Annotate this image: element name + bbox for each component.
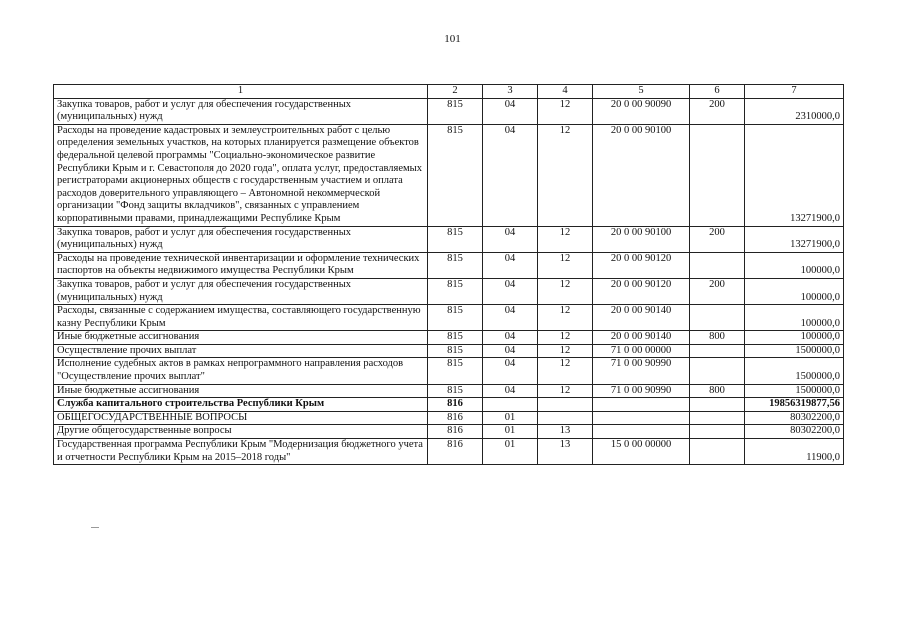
cell-subsection: 12 (538, 124, 593, 226)
column-header: 2 (428, 85, 483, 99)
cell-section: 04 (483, 344, 538, 358)
cell-amount: 1500000,0 (745, 358, 844, 384)
table-row (54, 439, 844, 465)
cell-ministry-code: 815 (428, 305, 483, 331)
cell-target-article: 20 0 00 90140 (593, 331, 690, 345)
cell-expense-type (690, 252, 745, 278)
cell-section: 04 (483, 331, 538, 345)
row-name: Исполнение судебных актов в рамках непрограммного направления расходов "Осуществление прочих выплат" (54, 358, 428, 384)
row-name: Иные бюджетные ассигнования (54, 331, 428, 345)
row-name: Расходы на проведение кадастровых и землеустроительных работ с целью определения земельных участков, на которых планируется размещение объектов федеральной целевой программы "Социально-экономическое развитие Республики Крым и г. Севастополя до 2020 года", оплата услуг, предоставляемых регистраторами акционерных обществ с государственным участием и оплата расходов доверительного управляющего – Автономной некоммерческой организации "Фонд защиты вкладчиков", связанных с управлением корпоративными правами, принадлежащими Республике Крым (54, 124, 428, 226)
cell-target-article (593, 398, 690, 412)
cell-ministry-code: 815 (428, 344, 483, 358)
table-row (54, 226, 844, 252)
cell-ministry-code: 815 (428, 226, 483, 252)
cell-expense-type: 200 (690, 278, 745, 304)
cell-target-article: 71 0 00 90990 (593, 384, 690, 398)
cell-expense-type: 200 (690, 226, 745, 252)
cell-subsection (538, 398, 593, 412)
cell-section: 04 (483, 278, 538, 304)
cell-section: 04 (483, 98, 538, 124)
cell-amount: 80302200,0 (745, 411, 844, 425)
cell-subsection: 12 (538, 305, 593, 331)
cell-expense-type (690, 344, 745, 358)
table-row (54, 358, 844, 384)
cell-amount: 1500000,0 (745, 384, 844, 398)
table-row (54, 425, 844, 439)
cell-amount: 100000,0 (745, 252, 844, 278)
cell-expense-type (690, 358, 745, 384)
row-name: Осуществление прочих выплат (54, 344, 428, 358)
cell-amount: 80302200,0 (745, 425, 844, 439)
cell-section: 01 (483, 425, 538, 439)
cell-expense-type (690, 398, 745, 412)
row-name: Расходы на проведение технической инвентаризации и оформление технических паспортов на объекты недвижимого имущества Республики Крым (54, 252, 428, 278)
row-name: Служба капитального строительства Республики Крым (54, 398, 428, 412)
cell-amount: 100000,0 (745, 331, 844, 345)
table-row (54, 398, 844, 412)
cell-section (483, 398, 538, 412)
page-number: 101 (444, 33, 461, 45)
cell-target-article (593, 411, 690, 425)
cell-expense-type: 800 (690, 384, 745, 398)
row-name: Государственная программа Республики Крым "Модернизация бюджетного учета и отчетности Республики Крым на 2015–2018 годы" (54, 439, 428, 465)
cell-ministry-code: 815 (428, 98, 483, 124)
row-name: Закупка товаров, работ и услуг для обеспечения государственных (муниципальных) нужд (54, 278, 428, 304)
row-name: Расходы, связанные с содержанием имущества, составляющего государственную казну Республики Крым (54, 305, 428, 331)
table-row (54, 344, 844, 358)
cell-section: 04 (483, 305, 538, 331)
cell-section: 04 (483, 358, 538, 384)
cell-subsection: 12 (538, 278, 593, 304)
cell-target-article: 20 0 00 90140 (593, 305, 690, 331)
cell-amount: 100000,0 (745, 278, 844, 304)
cell-target-article (593, 425, 690, 439)
cell-amount: 13271900,0 (745, 124, 844, 226)
cell-target-article: 20 0 00 90120 (593, 278, 690, 304)
column-header: 3 (483, 85, 538, 99)
table-row (54, 305, 844, 331)
row-name: Закупка товаров, работ и услуг для обеспечения государственных (муниципальных) нужд (54, 98, 428, 124)
cell-subsection: 12 (538, 331, 593, 345)
cell-ministry-code: 816 (428, 425, 483, 439)
cell-subsection: 12 (538, 226, 593, 252)
table-row (54, 384, 844, 398)
cell-ministry-code: 816 (428, 411, 483, 425)
row-name: Другие общегосударственные вопросы (54, 425, 428, 439)
cell-ministry-code: 815 (428, 124, 483, 226)
cell-target-article: 71 0 00 00000 (593, 344, 690, 358)
cell-subsection: 13 (538, 425, 593, 439)
row-name: ОБЩЕГОСУДАРСТВЕННЫЕ ВОПРОСЫ (54, 411, 428, 425)
table-row (54, 278, 844, 304)
cell-subsection: 13 (538, 439, 593, 465)
cell-subsection (538, 411, 593, 425)
cell-target-article: 20 0 00 90100 (593, 124, 690, 226)
cell-subsection: 12 (538, 384, 593, 398)
column-header: 7 (745, 85, 844, 99)
table-row (54, 98, 844, 124)
cell-section: 04 (483, 252, 538, 278)
cell-ministry-code: 815 (428, 252, 483, 278)
cell-subsection: 12 (538, 98, 593, 124)
table-row (54, 252, 844, 278)
column-header: 1 (54, 85, 428, 99)
cell-ministry-code: 816 (428, 439, 483, 465)
cell-target-article: 20 0 00 90100 (593, 226, 690, 252)
table-header-row (54, 85, 844, 99)
cell-subsection: 12 (538, 252, 593, 278)
cell-amount: 11900,0 (745, 439, 844, 465)
cell-section: 04 (483, 384, 538, 398)
column-header: 6 (690, 85, 745, 99)
cell-amount: 100000,0 (745, 305, 844, 331)
cell-section: 04 (483, 226, 538, 252)
cell-subsection: 12 (538, 358, 593, 384)
cell-target-article: 15 0 00 00000 (593, 439, 690, 465)
cell-expense-type (690, 425, 745, 439)
cell-amount: 1500000,0 (745, 344, 844, 358)
cell-expense-type: 800 (690, 331, 745, 345)
cell-expense-type (690, 305, 745, 331)
table-row (54, 411, 844, 425)
cell-section: 01 (483, 439, 538, 465)
cell-expense-type: 200 (690, 98, 745, 124)
row-name: Закупка товаров, работ и услуг для обеспечения государственных (муниципальных) нужд (54, 226, 428, 252)
cell-expense-type (690, 439, 745, 465)
cell-amount: 2310000,0 (745, 98, 844, 124)
cell-ministry-code: 815 (428, 358, 483, 384)
cell-expense-type (690, 411, 745, 425)
table-row (54, 124, 844, 226)
column-header: 4 (538, 85, 593, 99)
cell-amount: 19856319877,56 (745, 398, 844, 412)
cell-target-article: 20 0 00 90120 (593, 252, 690, 278)
scan-mark (91, 527, 99, 528)
cell-ministry-code: 816 (428, 398, 483, 412)
cell-amount: 13271900,0 (745, 226, 844, 252)
cell-ministry-code: 815 (428, 331, 483, 345)
cell-ministry-code: 815 (428, 384, 483, 398)
table-row (54, 331, 844, 345)
cell-section: 04 (483, 124, 538, 226)
cell-subsection: 12 (538, 344, 593, 358)
row-name: Иные бюджетные ассигнования (54, 384, 428, 398)
budget-table (53, 84, 844, 465)
cell-target-article: 71 0 00 90990 (593, 358, 690, 384)
cell-ministry-code: 815 (428, 278, 483, 304)
cell-section: 01 (483, 411, 538, 425)
cell-expense-type (690, 124, 745, 226)
cell-target-article: 20 0 00 90090 (593, 98, 690, 124)
column-header: 5 (593, 85, 690, 99)
